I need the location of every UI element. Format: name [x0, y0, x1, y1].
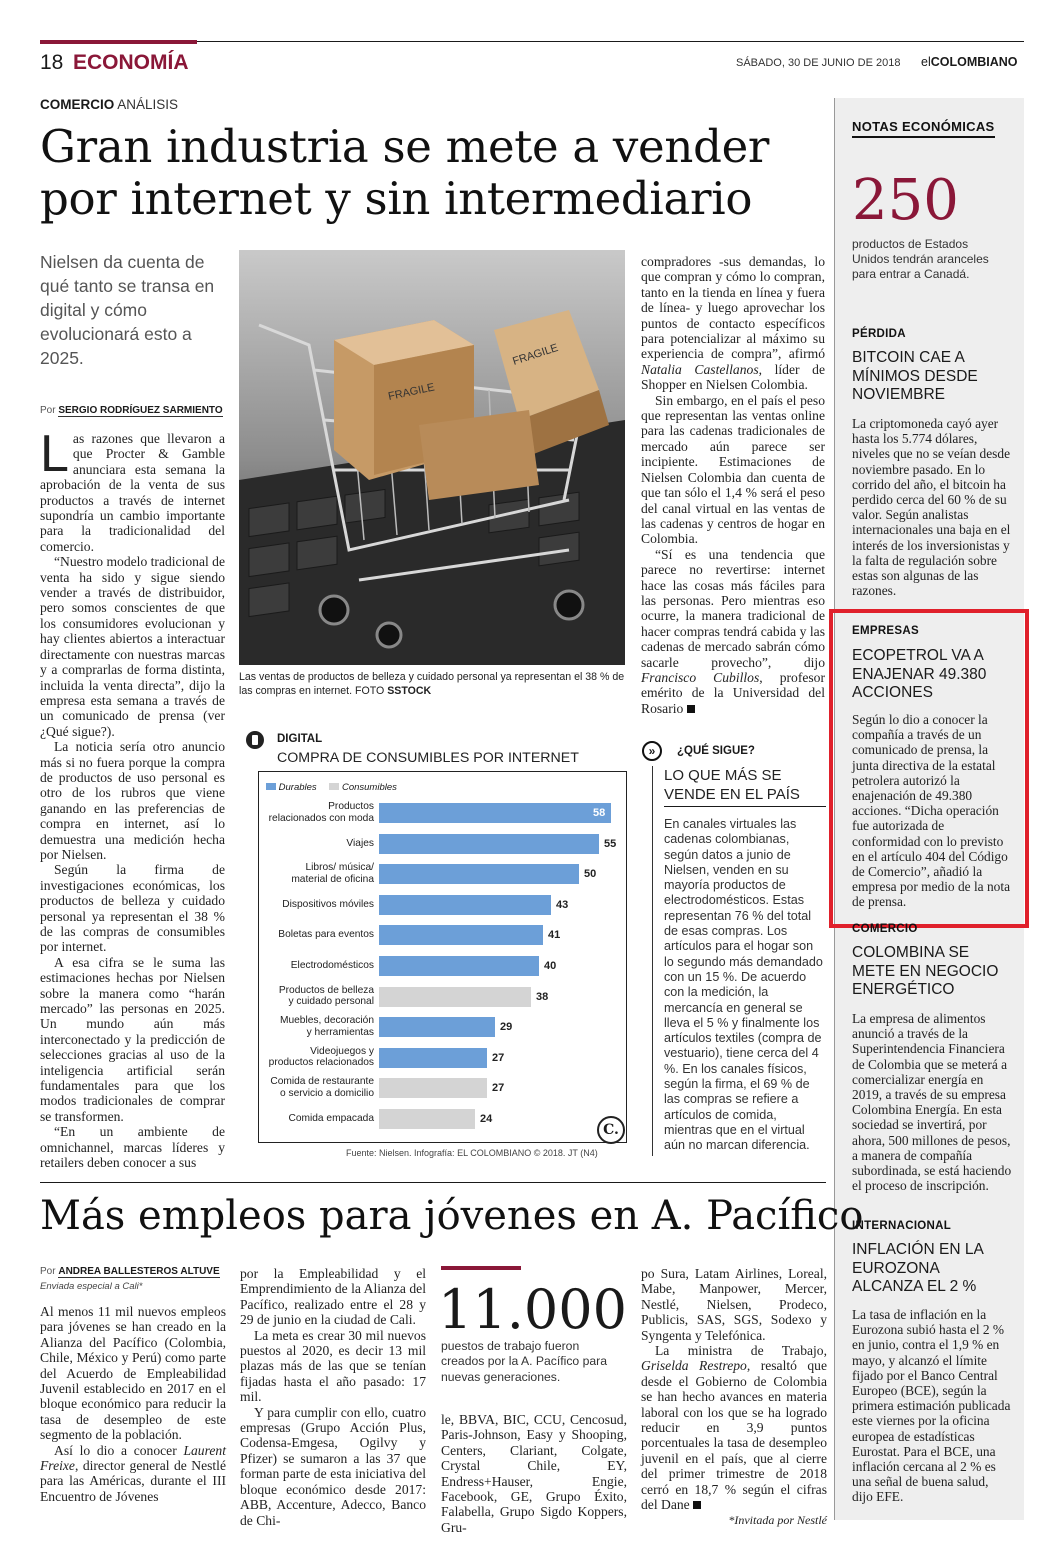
bar-value-label: 43 [556, 898, 569, 911]
chart-source: Fuente: Nielsen. Infografía: EL COLOMBIANO © 2018. JT (N4) [346, 1148, 598, 1158]
paragraph: Según la firma de investigaciones económicas, los productos de belleza y cuidado personal ya representan el 38 % de las compras de consumibles por internet. [40, 862, 225, 955]
bar-category-label: Muebles, decoración y herramientas [279, 1015, 374, 1038]
article2-byline-prefix: Por [40, 1266, 56, 1277]
article2-big-number: 11.000 [438, 1278, 627, 1341]
paragraph-text: Así lo dio a conocer [54, 1442, 184, 1458]
paragraph-text: compradores -sus demandas, lo que compran y cómo lo compran, tanto en la tienda en línea y fuera de línea- y luego aprovechar los puntos de contacto específicos para potencializar al máximo su experiencia de compra”, afirmó [641, 254, 825, 362]
quoted-person: Natalia Castellanos [641, 361, 759, 377]
bar [379, 803, 611, 823]
header-rule [197, 41, 1024, 42]
note-headline-inflation: INFLACIÓN EN LA EUROZONA ALCANZA EL 2 % [852, 1241, 983, 1295]
bar-value-label: 29 [500, 1021, 513, 1034]
note-text-bitcoin: La criptomoneda cayó ayer hasta los 5.774 dólares, niveles que no se veían desde noviembre pasado. En lo corrido del año, el bitcoin ha perdido cerca del 60 % de su valor. Según analistas internacionales una baja en el interés de los inversionistas y la falta de regulación sobre estas son algunas de las razones. [852, 416, 1011, 599]
bar [379, 1048, 487, 1068]
paragraph-text: “Sí es una tendencia que parece no revertirse: internet hace las cosas más fáciles para las personas. Pero mientras eso ocurre, la manera tradicional de hacer compras tendrá cabida y las cadenas de mercado sabrán cómo sacarle provecho”, dijo [641, 546, 825, 670]
legend-swatch-durables [266, 783, 276, 790]
article2-column-3 [441, 1412, 627, 1535]
lead-text: as razones que llevaron a que Procter & Gamble anunciara esta semana la aprobación de la venta de sus productos a través de internet supondría un cambio importante para la tradicionalidad del comercio. [40, 431, 225, 554]
next-steps-text: En canales virtuales las cadenas colombianas, según datos a junio de Nielsen, venden en su mayoría productos de electrodomésticos. Estas representan 76 % del total de esas compras. Los artículos para el hogar son lo segundo más demandado con un 15 %. De acuerdo con la medición, la mercancía en general se lleva el 5 % y finalmente los artículos textiles (compra de vestuario), tiene cerca del 4 %. En los canales físicos, según la firma, el 69 % de las compras se refiere a artículos de comida, mientras que en el virtual aún no marcan diferencia. [664, 817, 823, 1153]
article-summary: Nielsen da cuenta de qué tanto se transa en digital y cómo evolucionará esto a 2025. [40, 252, 215, 368]
next-steps-rule [664, 806, 826, 807]
article2-footnote: *Invitada por Nestlé [728, 1512, 827, 1527]
note-section-companies: EMPRESAS [852, 625, 919, 637]
byline [40, 405, 223, 416]
paper-logo-name: COLOMBIANO [930, 55, 1018, 69]
sidebar-title: NOTAS ECONÓMICAS [852, 119, 995, 138]
bar-category-label: Dispositivos móviles [282, 898, 374, 910]
header-date: SÁBADO, 30 DE JUNIO DE 2018 [736, 57, 901, 69]
paragraph: le, BBVA, BIC, CCU, Cencosud, Paris-Johnson, Easy y Shooping, Centers, Clariant, Colgate, Crystal Chile, EY, Endress+Hauser, Engie, Facebook, GE, Grupo Éxito, Falabella, Grupo Sigdo Koppers, Gru- [441, 1412, 627, 1535]
quoted-person: Francisco Cubillos [641, 669, 760, 685]
paragraph: Sin embargo, en el país el peso que representan las ventas online para las cadenas tradicionales de mercado aún parece ser incipiente. Estimaciones de Nielsen Colombia dan cuenta de que tan sólo el 1,4 % será el peso del canal virtual en las ventas de las cadenas y centros de hogar en Colombia. [641, 392, 825, 547]
bar-category-label: Productos relacionados con moda [268, 801, 374, 824]
bar-value-label: 24 [480, 1113, 493, 1125]
paragraph-text: La ministra de Trabajo, [655, 1343, 827, 1359]
quoted-person: Griselda Restrepo [641, 1358, 747, 1374]
end-mark-icon [687, 705, 695, 713]
article2-column-1 [40, 1304, 226, 1504]
sidebar-big-number: 250 [852, 168, 959, 233]
legend-label-consumibles: Consumibles [341, 782, 397, 793]
paragraph-text: , director general de Nestlé para las Américas, durante el III Encuentro de Jóvenes [40, 1458, 226, 1504]
bar-value-label: 27 [492, 1082, 505, 1095]
note-headline-ecopetrol: ECOPETROL VA A ENAJENAR 49.380 ACCIONES [852, 647, 987, 701]
paragraph [641, 1343, 827, 1512]
bar-category-label: Videojuegos y productos relacionados [268, 1045, 374, 1069]
paper-logo [921, 55, 1018, 69]
chart-badge-text: C. [603, 1122, 619, 1138]
sidebar-big-number-text: productos de Estados Unidos tendrán aranceles para entrar a Canadá. [852, 237, 989, 281]
bar-category-label: Comida de restaurante o servicio a domicilio [270, 1076, 374, 1099]
bar [379, 925, 543, 945]
photo-caption [239, 670, 627, 698]
photo-box-label-2: FRAGILE [511, 341, 560, 368]
note-section-loss: PÉRDIDA [852, 328, 906, 340]
paragraph: “En un ambiente de omnichannel, marcas líderes y retailers deben conocer a sus [40, 1124, 225, 1171]
next-steps-left-rule [652, 766, 653, 1156]
bar-category-label: Viajes [346, 837, 374, 849]
paragraph: por la Empleabilidad y el Emprendimiento de la Alianza del Pacífico, realizado entre el 28 y 29 de junio en la ciudad de Cali. [240, 1266, 426, 1328]
photo-credit: SSTOCK [387, 685, 432, 697]
kicker-main: COMERCIO [40, 97, 115, 112]
bar [379, 956, 539, 976]
section-divider [40, 1182, 826, 1183]
article-kicker [40, 97, 178, 112]
bar-value-label: 58 [593, 807, 606, 819]
bar [379, 1078, 487, 1098]
paragraph-text: , líder de Shopper en Nielsen Colombia. [641, 361, 825, 393]
paragraph-text: , resaltó que desde el Gobierno de Colombia se han hecho avances en materia laboral con los que se ha logrado reducir en 3,9 puntos porcentuales la tasa de desempleo juvenil en el país, que al cierre del primer trimestre de 2018 cerró en 18,7 % según el cifras del Dane [641, 1358, 827, 1513]
bar [379, 1017, 495, 1037]
note-text-ecopetrol: Según lo dio a conocer la compañía a través de un comunicado de prensa, la junta directiva de la estatal petrolera autorizó la enajenación de 49.380 acciones. “Dicha operación fue autorizada de conformidad con lo previsto en el artículo 404 del Código de Comercio”, añadió la empresa por medio de la nota de prensa. [852, 712, 1011, 910]
article2-byline-note: Enviada especial a Cali* [40, 1281, 143, 1292]
paragraph [641, 254, 825, 393]
bar [379, 895, 551, 915]
article2-big-number-text: puestos de trabajo fueron creados por la A. Pacífico para nuevas generaciones. [441, 1339, 607, 1384]
bar-chart-area [258, 800, 625, 1140]
paragraph: Al menos 11 mil nuevos empleos para jóvenes se han creado en la Alianza del Pacífico (Colombia, Chile, México y Perú) como parte del Acuerdo de Empleabilidad Juvenil establecido en 2017 en el bloque económico para reducir la tasa de desempleo de este segmento de la población. [40, 1304, 226, 1443]
note-headline-colombina: COLOMBINA SE METE EN NEGOCIO ENERGÉTICO [852, 944, 999, 998]
bar [379, 1109, 475, 1129]
next-steps-icon: » [642, 741, 662, 761]
article2-number-accent [441, 1266, 521, 1270]
article-column-3 [641, 254, 825, 716]
bar [379, 864, 579, 884]
paragraph-text: , profesor emérito de la Universidad del Rosario [641, 669, 825, 716]
note-headline-bitcoin: BITCOIN CAE A MÍNIMOS DESDE NOVIEMBRE [852, 349, 978, 403]
article2-headline: Más empleos para jóvenes en A. Pacífico [40, 1193, 864, 1239]
bar-category-label: Boletas para eventos [278, 929, 374, 941]
photo-caption-text: Las ventas de productos de belleza y cuidado personal ya representan el 38 % de las compras en internet. FOTO [239, 671, 625, 697]
article2-byline [40, 1266, 220, 1277]
note-section-commerce: COMERCIO [852, 923, 918, 935]
header-top-accent [40, 40, 197, 44]
chart-title: COMPRA DE CONSUMIBLES POR INTERNET [277, 750, 579, 766]
bar-value-label: 27 [492, 1051, 505, 1064]
headline-line-2: por internet y sin intermediario [40, 172, 753, 225]
article2-column-2 [240, 1266, 426, 1528]
chart-legend [266, 782, 397, 793]
article2-column-4 [641, 1266, 827, 1528]
paragraph: La meta es crear 30 mil nuevos puestos al 2020, es decir 13 mil plazas más de las que se tenían fijadas hasta el año pasado: 17 mil. [240, 1327, 426, 1405]
chart-icon [246, 731, 264, 749]
article-column-1 [40, 425, 225, 1171]
page-number: 18 [40, 51, 64, 74]
next-steps-kicker: ¿QUÉ SIGUE? [677, 745, 755, 757]
paragraph: “Nuestro modelo tradicional de venta ha sido y sigue siendo vender a través de distribuidor, pero somos conscientes de que los consumidores evolucionan y hay clientes abiertos a interactuar directamente con nuestras marcas y a comprarlas de forma distinta, incluida la venta directa”, dijo la empresa esta semana a través de un comunicado de prensa (ver ¿Qué sigue?). [40, 554, 225, 739]
byline-name: SERGIO RODRÍGUEZ SARMIENTO [58, 405, 223, 416]
article2-byline-name: ANDREA BALLESTEROS ALTUVE [58, 1266, 220, 1277]
bar [379, 834, 599, 854]
bar-value-label: 40 [544, 960, 557, 972]
bar-value-label: 41 [548, 929, 561, 942]
paper-logo-prefix: el [921, 55, 931, 69]
photo-box-label-1: FRAGILE [387, 381, 436, 403]
note-section-international: INTERNACIONAL [852, 1220, 952, 1232]
photo-illustration [239, 250, 625, 665]
chart-kicker: DIGITAL [277, 733, 323, 745]
bar-category-label: Libros/ música/ material de oficina [291, 862, 374, 885]
paragraph: Y para cumplir con ello, cuatro empresas (Grupo Acción Plus, Codensa-Emgesa, Ogilvy y Pfizer) se sumaron a las 37 que forman parte de esta iniciativa del bloque económico desde 2017: ABB, Accenture, Adecco, Banco de Chi- [240, 1404, 426, 1528]
kicker-sub: ANÁLISIS [117, 97, 179, 112]
bar-category-label: Comida empacada [288, 1113, 374, 1124]
drop-cap: L [40, 425, 69, 483]
quoted-person: Laurent Freixe [40, 1442, 226, 1474]
bar [379, 987, 531, 1007]
paragraph [40, 1443, 226, 1505]
highlight-frame [829, 609, 1029, 928]
next-steps-headline: LO QUE MÁS SE VENDE EN EL PAÍS [664, 767, 800, 803]
article-headline [40, 121, 769, 225]
headline-line-1: Gran industria se mete a vender [40, 120, 770, 173]
end-mark-icon [693, 1501, 701, 1509]
shopping-cart-photo [239, 250, 625, 665]
bar-value-label: 55 [604, 837, 617, 850]
paragraph: A esa cifra se le suma las estimaciones hechas por Nielsen sobre la manera como “harán mercado” las personas en 2025. Un mundo aún más interconectado y la predicción de selecciones gracias al uso de la inteligencia artificial serán fundamentales para que los modos tradicionales de comprar se transformen. [40, 954, 225, 1124]
bar-value-label: 50 [584, 868, 597, 881]
paragraph: po Sura, Latam Airlines, Loreal, Mabe, Manpower, Mercer, Nestlé, Nielsen, Prodeco, Publicis, SAS, SGS, Sodexo y Syngenta y Telefónica. [641, 1266, 827, 1343]
note-text-inflation: La tasa de inflación en la Eurozona subió hasta el 2 % en junio, contra el 1,9 % en mayo, y alcanzó el límite fijado por el Banco Central Europeo (BCE), según la primera estimación publicada este viernes por la oficina europea de estadísticas Eurostat. Para el BCE, una inflación cercana al 2 % es una señal de buena salud, dijo EFE. [852, 1307, 1011, 1505]
note-text-colombina: La empresa de alimentos anunció a través de la Superintendencia Financiera de Colombia que se meterá a comercializar energía en 2019, a través de su empresa Colombina Energía. En esta sociedad se invertirá, por ahora, 500 millones de pesos, a manera de compañía subordinada, se está haciendo el proceso de inscripción. [852, 1011, 1012, 1194]
lead-paragraph [40, 425, 225, 554]
paragraph [641, 547, 825, 716]
paragraph: La noticia sería otro anuncio más si no fuera porque la compra de productos de uso personal es otro de los rubros que viene ganando en las preferencias de compra en internet, así lo demuestra una medición hecha por Nielsen. [40, 739, 225, 862]
legend-label-durables: Durables [278, 782, 317, 793]
bar-category-label: Productos de belleza y cuidado personal [278, 984, 374, 1008]
byline-prefix: Por [40, 405, 56, 416]
legend-swatch-consumibles [329, 783, 339, 790]
chart-badge [597, 1116, 625, 1144]
bar-category-label: Electrodomésticos [290, 960, 374, 971]
bar-value-label: 38 [536, 990, 549, 1003]
section-title: ECONOMÍA [73, 51, 189, 74]
